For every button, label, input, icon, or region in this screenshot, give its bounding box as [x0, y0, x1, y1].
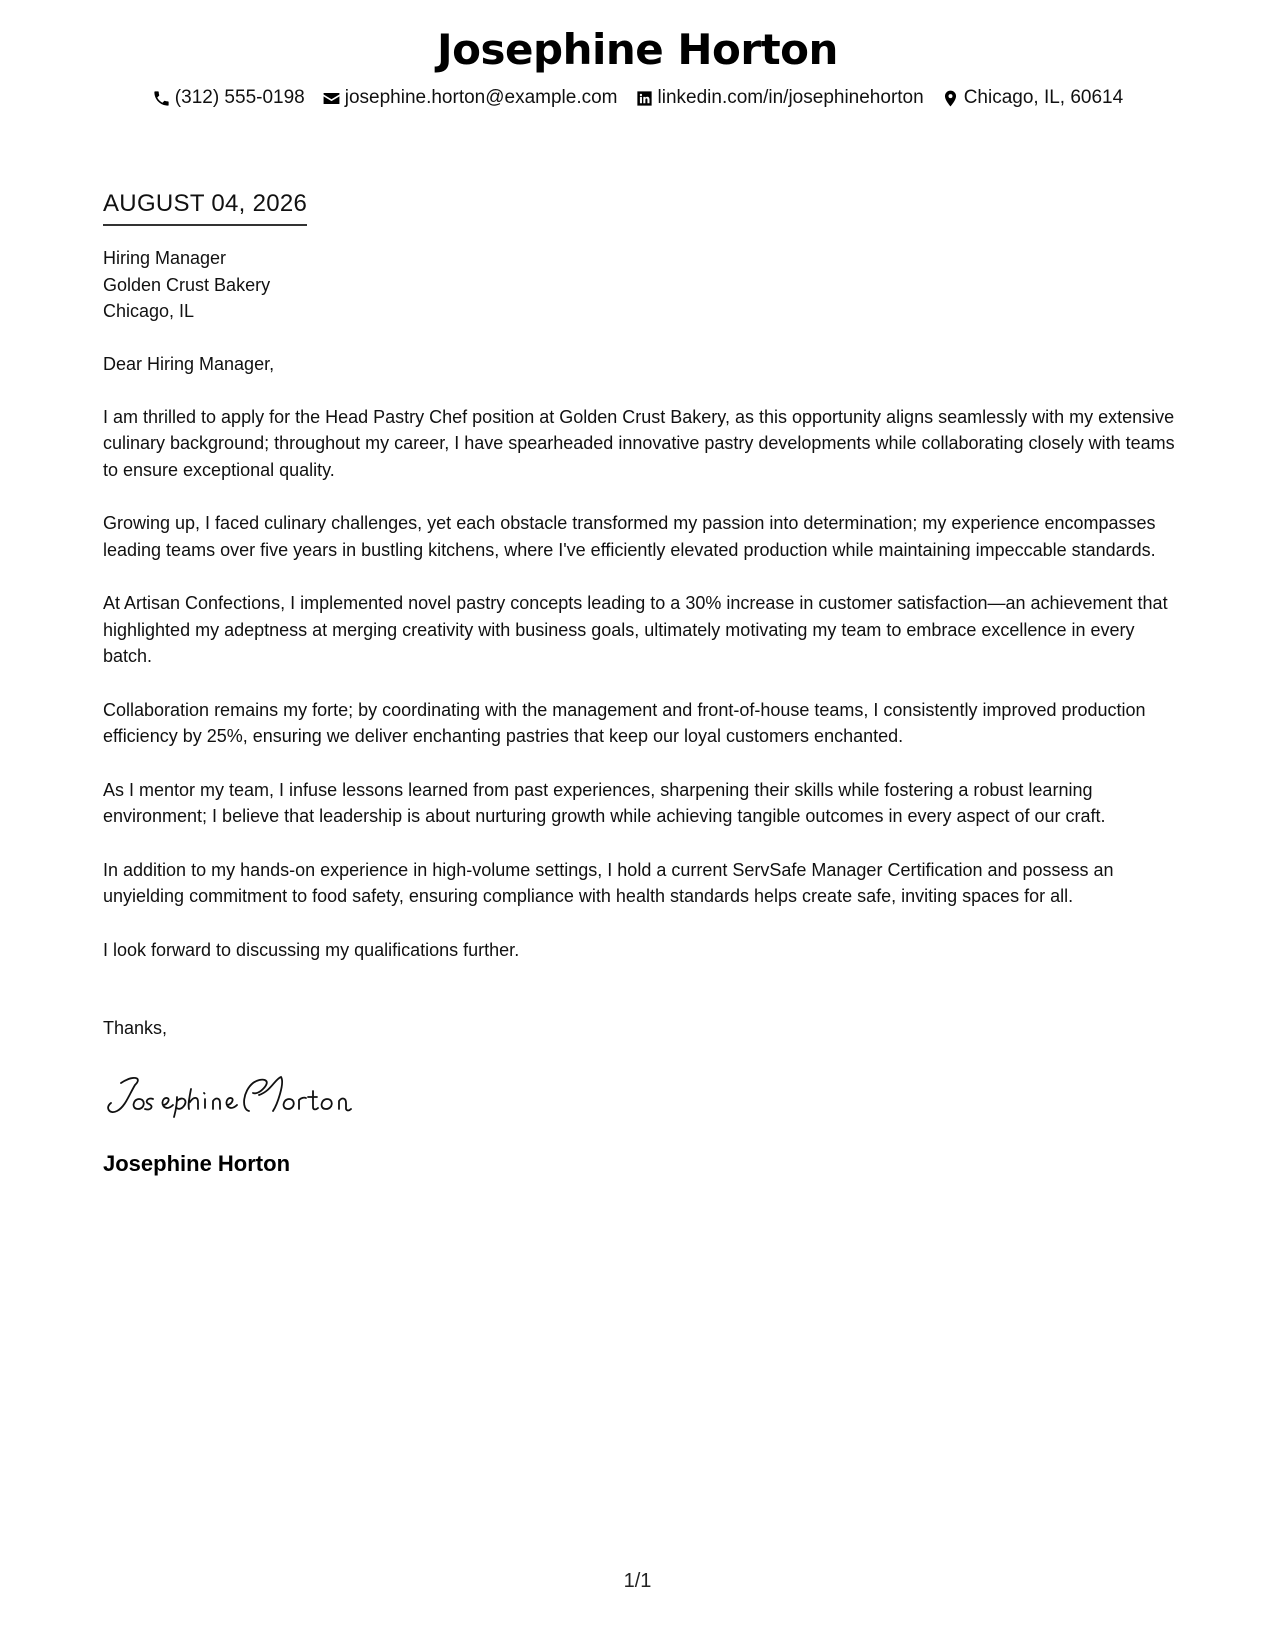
- paragraph-mentorship: As I mentor my team, I infuse lessons learned from past experiences, sharpening their skills while fostering a robust learning environment; I believe that leadership is about nurturing growth while achieving tangible outcomes in every aspect of our craft.: [103, 779, 1106, 826]
- recipient-title: Hiring Manager: [103, 248, 227, 268]
- closing-line: Thanks,: [103, 1018, 168, 1038]
- contact-linkedin[interactable]: [635, 86, 924, 110]
- page-indicator: 1/1: [623, 1570, 652, 1592]
- envelope-icon: [322, 89, 341, 108]
- contact-bar: [0, 86, 1275, 110]
- recipient-block: [103, 245, 1183, 325]
- recipient-company: Golden Crust Bakery: [103, 274, 271, 295]
- paragraph-certification: In addition to my hands-on experience in high-volume settings, I hold a current ServSafe Manager Certification and possess an unyielding commitment to food safety, ensuring compliance with health standards helps create safe, inviting spaces for all.: [103, 859, 1114, 906]
- contact-phone: [152, 86, 305, 110]
- salutation: Dear Hiring Manager,: [103, 353, 275, 374]
- signer-name: Josephine Horton: [103, 1151, 291, 1176]
- phone-icon: [152, 89, 171, 108]
- map-pin-icon: [941, 89, 960, 108]
- paragraph-collaboration: Collaboration remains my forte; by coordinating with the management and front-of-house teams, I consistently improved production efficiency by 25%, ensuring we deliver enchanting pastries that keep our loyal customers enchanted.: [103, 699, 1146, 746]
- contact-location: [941, 86, 1124, 110]
- linkedin-icon: [635, 89, 654, 108]
- letter-date: AUGUST 04, 2026: [103, 190, 307, 226]
- paragraph-intro: I am thrilled to apply for the Head Pastry Chef position at Golden Crust Bakery, as this opportunity aligns seamlessly with my extensive culinary background; throughout my career, I have spearheaded innovative pastry developments while collaborating closely with teams to ensure exceptional quality.: [103, 406, 1175, 480]
- sender-name: Josephine Horton: [437, 25, 838, 74]
- paragraph-closing: I look forward to discussing my qualifications further.: [103, 939, 520, 960]
- phone-text: (312) 555-0198: [174, 87, 305, 108]
- email-link[interactable]: josephine.horton@example.com: [344, 87, 618, 108]
- paragraph-background: Growing up, I faced culinary challenges, yet each obstacle transformed my passion into determination; my experience encompasses leading teams over five years in bustling kitchens, where I've efficiently elevated production while maintaining impeccable standards.: [103, 513, 1156, 560]
- linkedin-link[interactable]: linkedin.com/in/josephinehorton: [657, 87, 924, 108]
- letter-body: [103, 190, 1183, 1177]
- recipient-location: Chicago, IL: [103, 301, 195, 321]
- contact-email[interactable]: [322, 86, 618, 110]
- letter-header: [0, 22, 1275, 110]
- location-text: Chicago, IL, 60614: [963, 87, 1124, 108]
- paragraph-achievement: At Artisan Confections, I implemented novel pastry concepts leading to a 30% increase in customer satisfaction—an achievement that highlighted my adeptness at merging creativity with business goals, ultimately motivating my team to embrace excellence in every batch.: [103, 593, 1168, 666]
- handwritten-signature: [103, 1069, 1183, 1119]
